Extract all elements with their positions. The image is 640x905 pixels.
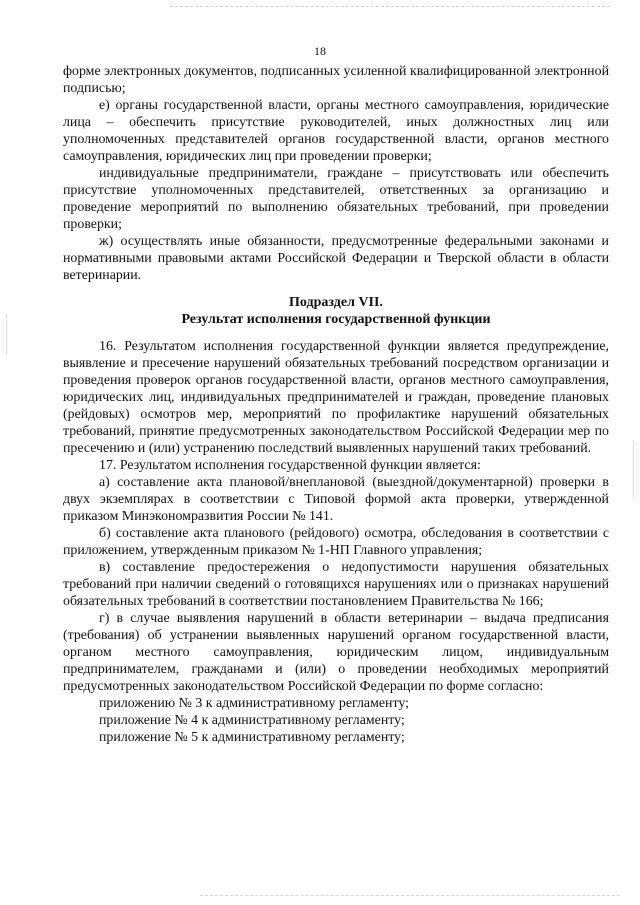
page-number: 18 (314, 44, 326, 58)
scan-artifact-right (633, 440, 635, 500)
paragraph-17-g: г) в случае выявления нарушений в области ветеринарии – выдача предписания (требования) об устранении выявленных нарушений органом государственной власти, органом местного самоуправления, юридическим лицом, индивидуальным предпринимателем, гражданами и (или) о проведении необходимых мероприятий предусмотренных законодательством Российской Федерации по форме согласно: (63, 611, 609, 694)
paragraph-17: 17. Результатом исполнения государственной функции является: (99, 458, 481, 473)
scan-artifact-left (6, 315, 8, 355)
appendix-list-item: приложение № 5 к административному регламенту; (99, 730, 405, 745)
paragraph-17-b: б) составление акта планового (рейдового) осмотра, обследования в соответствии с приложением, утвержденным приказом № 1-НП Главного управления; (63, 526, 609, 558)
paragraph-16: 16. Результатом исполнения государственной функции является предупреждение, выявление и пресечение нарушений обязательных требований посредством организации и проведения проверок органов государственной власти, органов местного самоуправления, юридических лиц, индивидуальных предпринимателей и граждан, проведение плановых (рейдовых) осмотров мер, мероприятий по профилактике нарушений обязательных требований, принятие предусмотренных законодательством Российской Федерации мер по пресечению и (или) устранению последствий выявленных нарушений таких требований. (63, 339, 609, 456)
section-title: Подраздел VII. (289, 295, 383, 310)
appendix-list-item: приложению № 3 к административному регламенту; (99, 696, 409, 711)
appendix-list-item: приложение № 4 к административному регламенту; (99, 713, 405, 728)
paragraph-entrepreneurs: индивидуальные предприниматели, граждане – присутствовать или обеспечить присутствие уполномоченных представителей, ответственных за организацию и проведение мероприятий по выполнению обязательных требований, при проведении проверки; (63, 166, 609, 232)
paragraph-17-a: а) составление акта плановой/внеплановой (выездной/документарной) проверки в двух экземплярах в соответствии с Типовой формой акта проверки, утвержденной приказом Минэкономразвития России № 141. (63, 475, 609, 524)
scan-artifact-bottom (200, 895, 620, 897)
document-body (63, 63, 609, 746)
paragraph-17-v: в) составление предостережения о недопустимости нарушения обязательных требований при наличии сведений о готовящихся нарушениях или о признаках нарушений обязательных требований в соответствии постановлением Правительства № 166; (63, 560, 609, 609)
section-subtitle: Результат исполнения государственной функции (181, 312, 491, 327)
paragraph-item-e: е) органы государственной власти, органы местного самоуправления, юридические лица – обеспечить присутствие руководителей, иных должностных лиц или уполномоченных представителей органов государственной власти, органов местного самоуправления, юридических лиц при проведении проверки; (63, 98, 609, 164)
scan-artifact-top (170, 6, 610, 8)
paragraph-item-zh: ж) осуществлять иные обязанности, предусмотренные федеральными законами и нормативными правовыми актами Российской Федерации и Тверской области в области ветеринарии. (63, 234, 609, 283)
paragraph-continuation: форме электронных документов, подписанных усиленной квалифицированной электронной подписью; (63, 64, 609, 96)
